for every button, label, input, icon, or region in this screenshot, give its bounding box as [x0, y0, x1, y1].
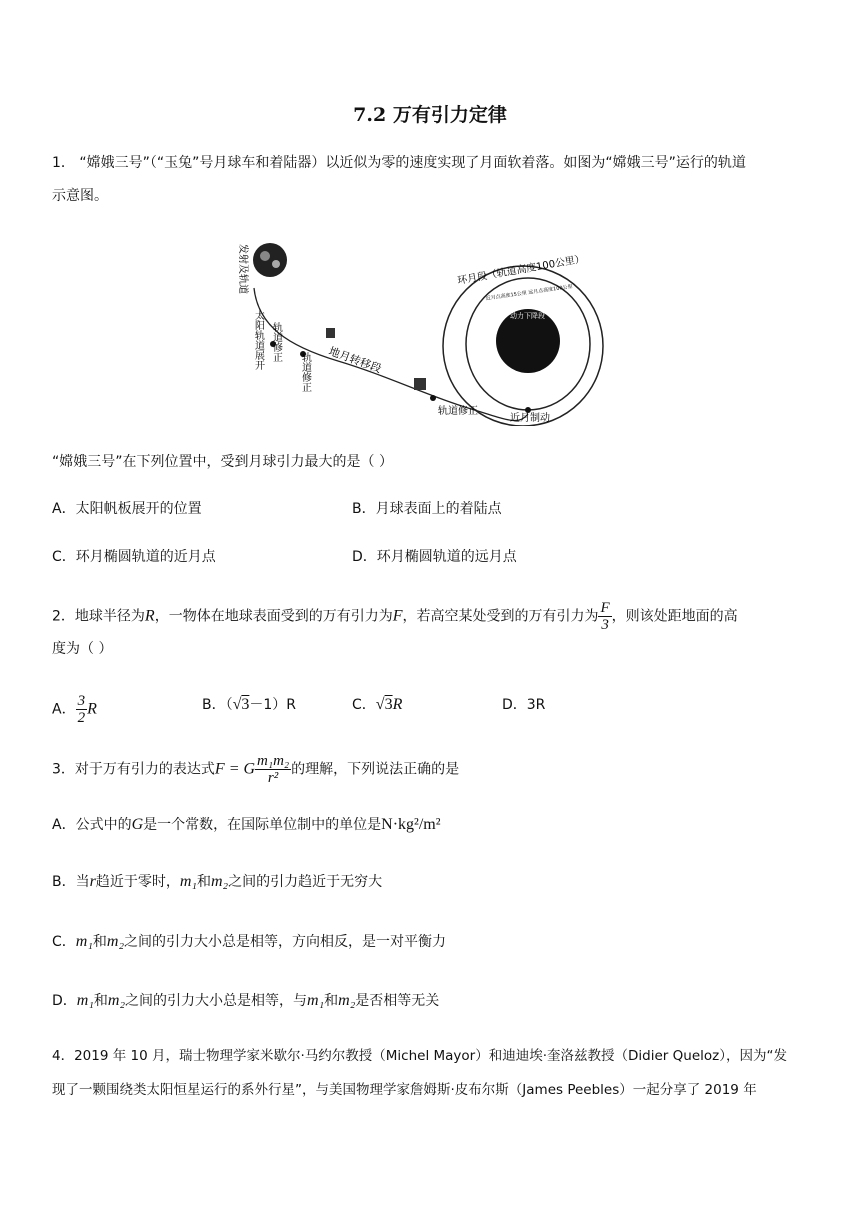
- q2-optB-root: 3: [241, 696, 250, 713]
- probe-icon-2: [414, 378, 426, 390]
- q3-optC-m2: m₂: [106, 933, 125, 950]
- q3-optD-m1: m₁: [76, 992, 94, 1009]
- label-powered: 动力下降段: [510, 312, 545, 320]
- probe-icon: [326, 328, 335, 338]
- q3-optD-and2: 和: [324, 993, 339, 1009]
- q1-option-d: D．环月椭圆轨道的远月点: [352, 549, 517, 565]
- q2-fraction: [598, 600, 611, 633]
- q3-optC-m1: m₁: [75, 933, 93, 950]
- q2-option-c: [352, 695, 402, 715]
- q3-option-a: [52, 815, 441, 835]
- q2-symbol-F: F: [392, 607, 403, 625]
- q3-optC-end: 之间的引力大小总是相等，方向相反，是一对平衡力: [124, 934, 447, 950]
- q2-text-line2: 度为（ ）: [52, 641, 113, 657]
- q3-optA-G: G: [131, 816, 144, 833]
- label-transfer: 地月转移段: [326, 344, 384, 376]
- q4-text-line2: 现了一颗围绕类太阳恒星运行的系外行星”，与美国物理学家詹姆斯·皮布尔斯（James Peebles）一起分享了 2019 年: [52, 1082, 757, 1098]
- q3-optA-mid: 是一个常数，在国际单位制中的单位是: [143, 817, 382, 833]
- q3-optB-and: 和: [196, 874, 211, 890]
- label-correct3: 轨道修正: [438, 406, 478, 417]
- q2-optA-den: 2: [77, 710, 86, 726]
- q3-optA-text: A．公式中的: [52, 817, 132, 833]
- label-correct1: 轨道修正: [270, 322, 282, 362]
- q2-part2: ，一物体在地球表面受到的万有引力为: [154, 608, 393, 625]
- q2-optC-tail: R: [392, 696, 403, 713]
- q3-optB-text: B．当: [52, 874, 90, 890]
- q3-option-c: [52, 932, 446, 952]
- q2-optB-label: B．（: [202, 697, 233, 713]
- q3-part2: 的理解，下列说法正确的是: [291, 761, 460, 778]
- label-correct2: 轨道修正: [299, 352, 311, 392]
- q3-optD-mid: 之间的引力大小总是相等，与: [125, 993, 308, 1009]
- q2-optA-label: A．: [52, 701, 76, 718]
- q2-optB-tail: －1）R: [249, 697, 297, 713]
- q2-part1: 2．地球半径为: [52, 608, 145, 625]
- label-ring: 环月段（轨道高度100公里）: [456, 253, 586, 287]
- q3-optB-m1: m₁: [179, 873, 197, 890]
- q3-formula-num: m₁m₂: [257, 753, 290, 769]
- q3-optB-r: r: [89, 873, 96, 890]
- transfer-trajectory: [254, 288, 528, 421]
- q3-optC-text: C．: [52, 934, 76, 950]
- label-ellipse: 近月点高度15公里 远月点高度100公里: [485, 283, 573, 302]
- sqrt-icon: √: [232, 696, 242, 713]
- q1-option-c: C．环月椭圆轨道的近月点: [52, 549, 216, 565]
- q2-optA-frac: [76, 693, 88, 726]
- q3-optC-and: 和: [92, 934, 107, 950]
- q3-optB-mid: 趋近于零时，: [95, 874, 180, 890]
- earth-highlight: [260, 251, 270, 261]
- q3-optD-m2b: m₂: [338, 992, 356, 1009]
- q3-part1: 3．对于万有引力的表达式: [52, 761, 215, 778]
- q2-optC-root: 3: [384, 696, 393, 713]
- q1-option-a: A．太阳帆板展开的位置: [52, 501, 202, 517]
- q2-text-line1: [52, 600, 808, 633]
- sqrt-icon: √: [375, 696, 385, 713]
- orbit-diagram: [228, 236, 618, 426]
- earth-highlight-2: [272, 260, 280, 268]
- q2-optA-num: 3: [77, 693, 86, 709]
- q1-stem: “嫦娥三号”在下列位置中，受到月球引力最大的是（ ）: [52, 454, 393, 470]
- q3-optD-and: 和: [93, 993, 108, 1009]
- q1-text-line2: 示意图。: [52, 188, 108, 204]
- q2-frac-den: 3: [601, 617, 609, 633]
- q2-part3: ，若高空某处受到的万有引力为: [402, 608, 599, 625]
- q3-optD-m1b: m₁: [307, 992, 325, 1009]
- q3-formula-lhs: F = G: [214, 760, 256, 778]
- q3-optD-m2: m₂: [107, 992, 126, 1009]
- q2-optC-label: C．: [352, 697, 376, 713]
- q3-option-d: [52, 991, 439, 1011]
- q3-optB-end: 之间的引力趋近于无穷大: [228, 874, 383, 890]
- q3-optB-m2: m₂: [210, 873, 229, 890]
- q2-option-d: D．3R: [502, 697, 546, 713]
- q2-part4: ，则该处距地面的高: [611, 608, 738, 625]
- q3-optA-unit: N·kg²/m²: [381, 816, 441, 833]
- q2-option-a: [52, 693, 97, 726]
- q4-text-line1: 4．2019 年 10 月，瑞士物理学家米歇尔·马约尔教授（Michel Mayor）和迪迪埃·奎洛兹教授（Didier Queloz），因为“发: [52, 1048, 787, 1064]
- label-solar: 太阳轨道展开: [252, 310, 264, 370]
- q2-symbol-R: R: [144, 607, 155, 625]
- q1-option-b: B．月球表面上的着陆点: [352, 501, 502, 517]
- q2-option-b: [202, 695, 296, 715]
- q3-formula-frac: [255, 753, 291, 786]
- earth-shape: [253, 243, 287, 277]
- q2-optA-tail: R: [87, 700, 97, 718]
- q1-text-line1: 1． “嫦娥三号”（“玉兔”号月球车和着陆器）以近似为零的速度实现了月面软着落。如图为“嫦娥三号”运行的轨道: [52, 155, 746, 171]
- page-title: 7.2 万有引力定律: [353, 104, 507, 126]
- q2-frac-num: F: [600, 600, 610, 616]
- q3-text: [52, 753, 808, 786]
- label-launch: 发射及轨道: [237, 244, 248, 294]
- label-brake: 近月制动: [510, 413, 550, 424]
- q3-optD-text: D．: [52, 993, 77, 1009]
- q3-formula-den: r²: [267, 770, 279, 786]
- q3-option-b: [52, 872, 382, 892]
- point-correct3: [430, 395, 436, 401]
- q3-optD-end: 是否相等无关: [355, 993, 440, 1009]
